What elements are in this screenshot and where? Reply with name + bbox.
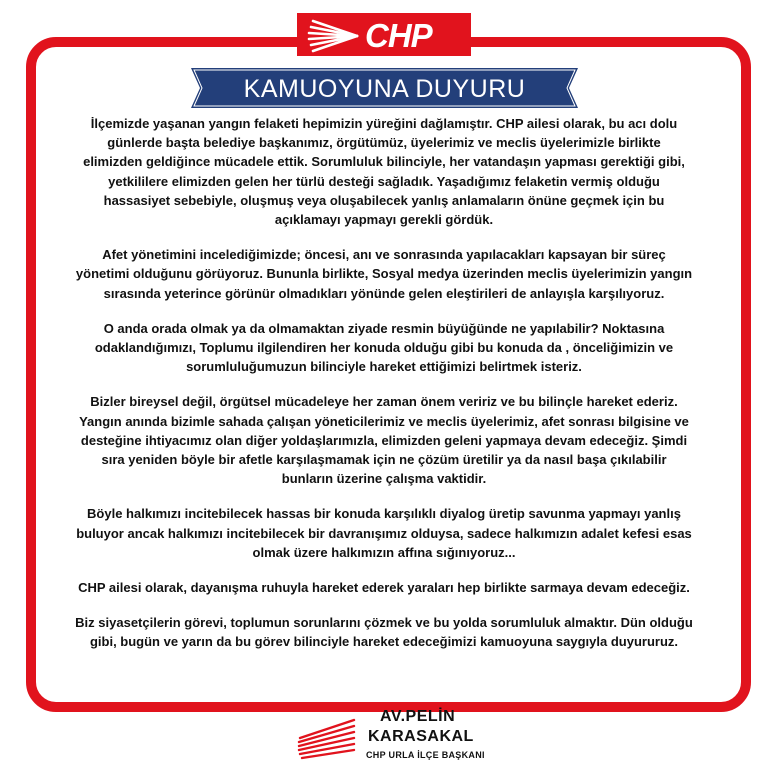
six-arrows-icon	[296, 716, 356, 760]
paragraph-line: olmak üzere halkımızın affına sığınıyoruz...	[252, 544, 516, 560]
paragraph-line: sırasında yeterince görünür olmadıkları yönünde gelen eleştirileri de anlayışla karşılıyoruz.	[103, 285, 665, 301]
paragraph-line: buluyor ancak halkımızı incitebilecek bir davranışımız olduysa, sadece halkımızın adalet kefesi esas	[76, 525, 692, 541]
paragraph-line: odaklandığımızı, Toplumu ilgilendiren her konuda olduğu gibi bu konuda da , önceliğimizin ve	[94, 340, 674, 356]
page-title: KAMUOYUNA DUYURU	[243, 75, 526, 103]
paragraph-line: Yangın anında bizimle sahada çalışan yöneticilerimiz ve meclis üyelerimiz, afet sonrası bilgisine ve	[79, 413, 689, 429]
six-arrows-icon	[305, 19, 361, 53]
logo-text: CHP	[365, 17, 432, 54]
paragraph-line: açıklamayı yapmayı gerekli gördük.	[274, 212, 494, 228]
paragraph-line: hassasiyet sebebiyle, oluşmuş veya oluşabilecek yanlış anlamaların önüne geçmek için bu	[103, 192, 665, 208]
paragraph-line: günlerde başta belediye başkanımız, örgütümüz, üyelerimiz ve meclis üyelerimizle birlikte	[107, 135, 661, 151]
paragraph-line: elimizden geldiğince mücadele ettik. Sorumluluk bilinciyle, her vatandaşın yapması gerektiği gibi,	[83, 154, 685, 170]
paragraph	[46, 245, 722, 303]
paragraph-line: CHP ailesi olarak, dayanışma ruhuyla hareket ederek yaraları hep birlikte sarmaya devam edeceğiz.	[78, 580, 690, 596]
paragraph-line: Afet yönetimini incelediğimizde; öncesi, anı ve sonrasında yapılacakları kapsayan bir süreç	[102, 247, 666, 263]
chp-logo	[297, 10, 471, 56]
paragraph	[46, 504, 722, 562]
paragraph-line: sorumluluğumuzun bilinciyle hareket ettiğimizi belirtmek isteriz.	[186, 359, 582, 375]
paragraph-line: yetkililere elimizden gelen her türlü desteği sağladık. Yaşadığımız felaketin vermiş olduğu	[108, 173, 660, 189]
signature-block	[296, 708, 496, 764]
paragraph-line: Bizler bireysel değil, örgütsel mücadeleye her zaman önem veririz ve bu bilinçle hareket ederiz.	[90, 394, 678, 410]
signature-name-first: AV.PELİN	[380, 708, 456, 725]
paragraph-line: yönetimi olduğunu görüyoruz. Bununla birlikte, Sosyal medya üzerinden meclis üyelerimizin yangın	[75, 266, 693, 282]
paragraph-line: O anda orada olmak ya da olmamaktan ziyade resmin büyüğünde ne yapılabilir? Noktasına	[103, 320, 665, 336]
paragraph	[46, 578, 722, 597]
paragraph-line: Böyle halkımızı incitebilecek hassas bir konuda karşılıklı diyalog üretip savunma yapmayı yanlış	[87, 506, 681, 522]
signature-name-last: KARASAKAL	[368, 728, 474, 745]
announcement-body	[46, 114, 722, 668]
title-banner	[191, 68, 578, 108]
paragraph	[46, 392, 722, 488]
paragraph-line: desteğine ihtiyacımız olan diğer yoldaşlarımızla, elimizden geleni yapmaya devam edeceğiz. Şimdi	[80, 432, 688, 448]
paragraph-line: gibi, bugün ve yarın da bu görev bilinciyle hareket edeceğimizi kamuoyuna saygıyla duyururuz.	[89, 634, 679, 650]
paragraph	[46, 319, 722, 377]
paragraph	[46, 613, 722, 651]
paragraph-line: İlçemizde yaşanan yangın felaketi hepimizin yüreğini dağlamıştır. CHP ailesi olarak, bu acı dolu	[90, 116, 678, 131]
signature-title: CHP URLA İLÇE BAŞKANI	[366, 750, 485, 760]
paragraph	[46, 114, 722, 229]
paragraph-line: sıra yeniden böyle bir afetle karşılaşmamak için ne çözüm üretilir ya da nasıl başa çıkılabilir	[101, 452, 667, 468]
paragraph-line: bunların üzerine çalışma vaktidir.	[281, 471, 487, 487]
paragraph-line: Biz siyasetçilerin görevi, toplumun sorunlarını çözmek ve bu yolda sorumluluk almaktır. Dün olduğu	[75, 615, 693, 631]
